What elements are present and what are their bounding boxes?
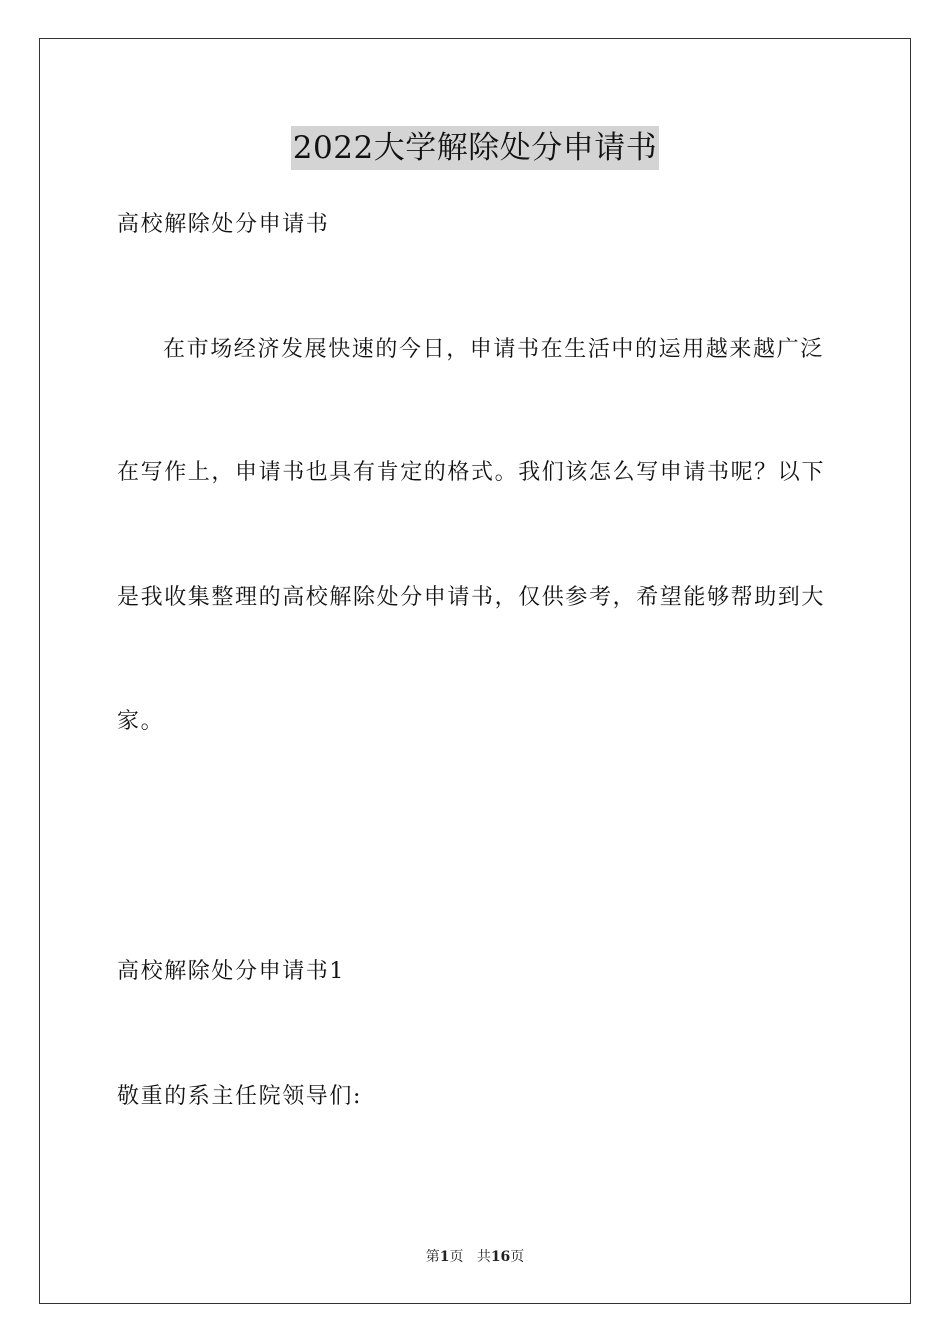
page-prefix: 第	[425, 1249, 440, 1265]
paragraph-line-2: 在写作上，申请书也具有肯定的格式。我们该怎么写申请书呢？以下	[117, 460, 826, 485]
document-title: 2022大学解除处分申请书	[291, 126, 659, 170]
page-number: 1	[439, 1249, 450, 1265]
paragraph-line-1: 在市场经济发展快速的今日，申请书在生活中的运用越来越广泛	[163, 337, 824, 362]
total-prefix: 共	[476, 1249, 491, 1265]
salutation: 敬重的系主任院领导们:	[117, 1084, 363, 1109]
paragraph-line-4: 家。	[117, 709, 165, 734]
total-suffix: 页	[510, 1249, 525, 1265]
page-suffix: 页	[449, 1249, 464, 1265]
page-footer	[0, 1247, 950, 1267]
section-heading: 高校解除处分申请书1	[117, 959, 345, 984]
paragraph-line-3: 是我收集整理的高校解除处分申请书，仅供参考，希望能够帮助到大	[117, 585, 826, 610]
total-pages: 16	[490, 1249, 511, 1265]
document-subtitle: 高校解除处分申请书	[117, 212, 330, 237]
title-container	[0, 126, 950, 170]
